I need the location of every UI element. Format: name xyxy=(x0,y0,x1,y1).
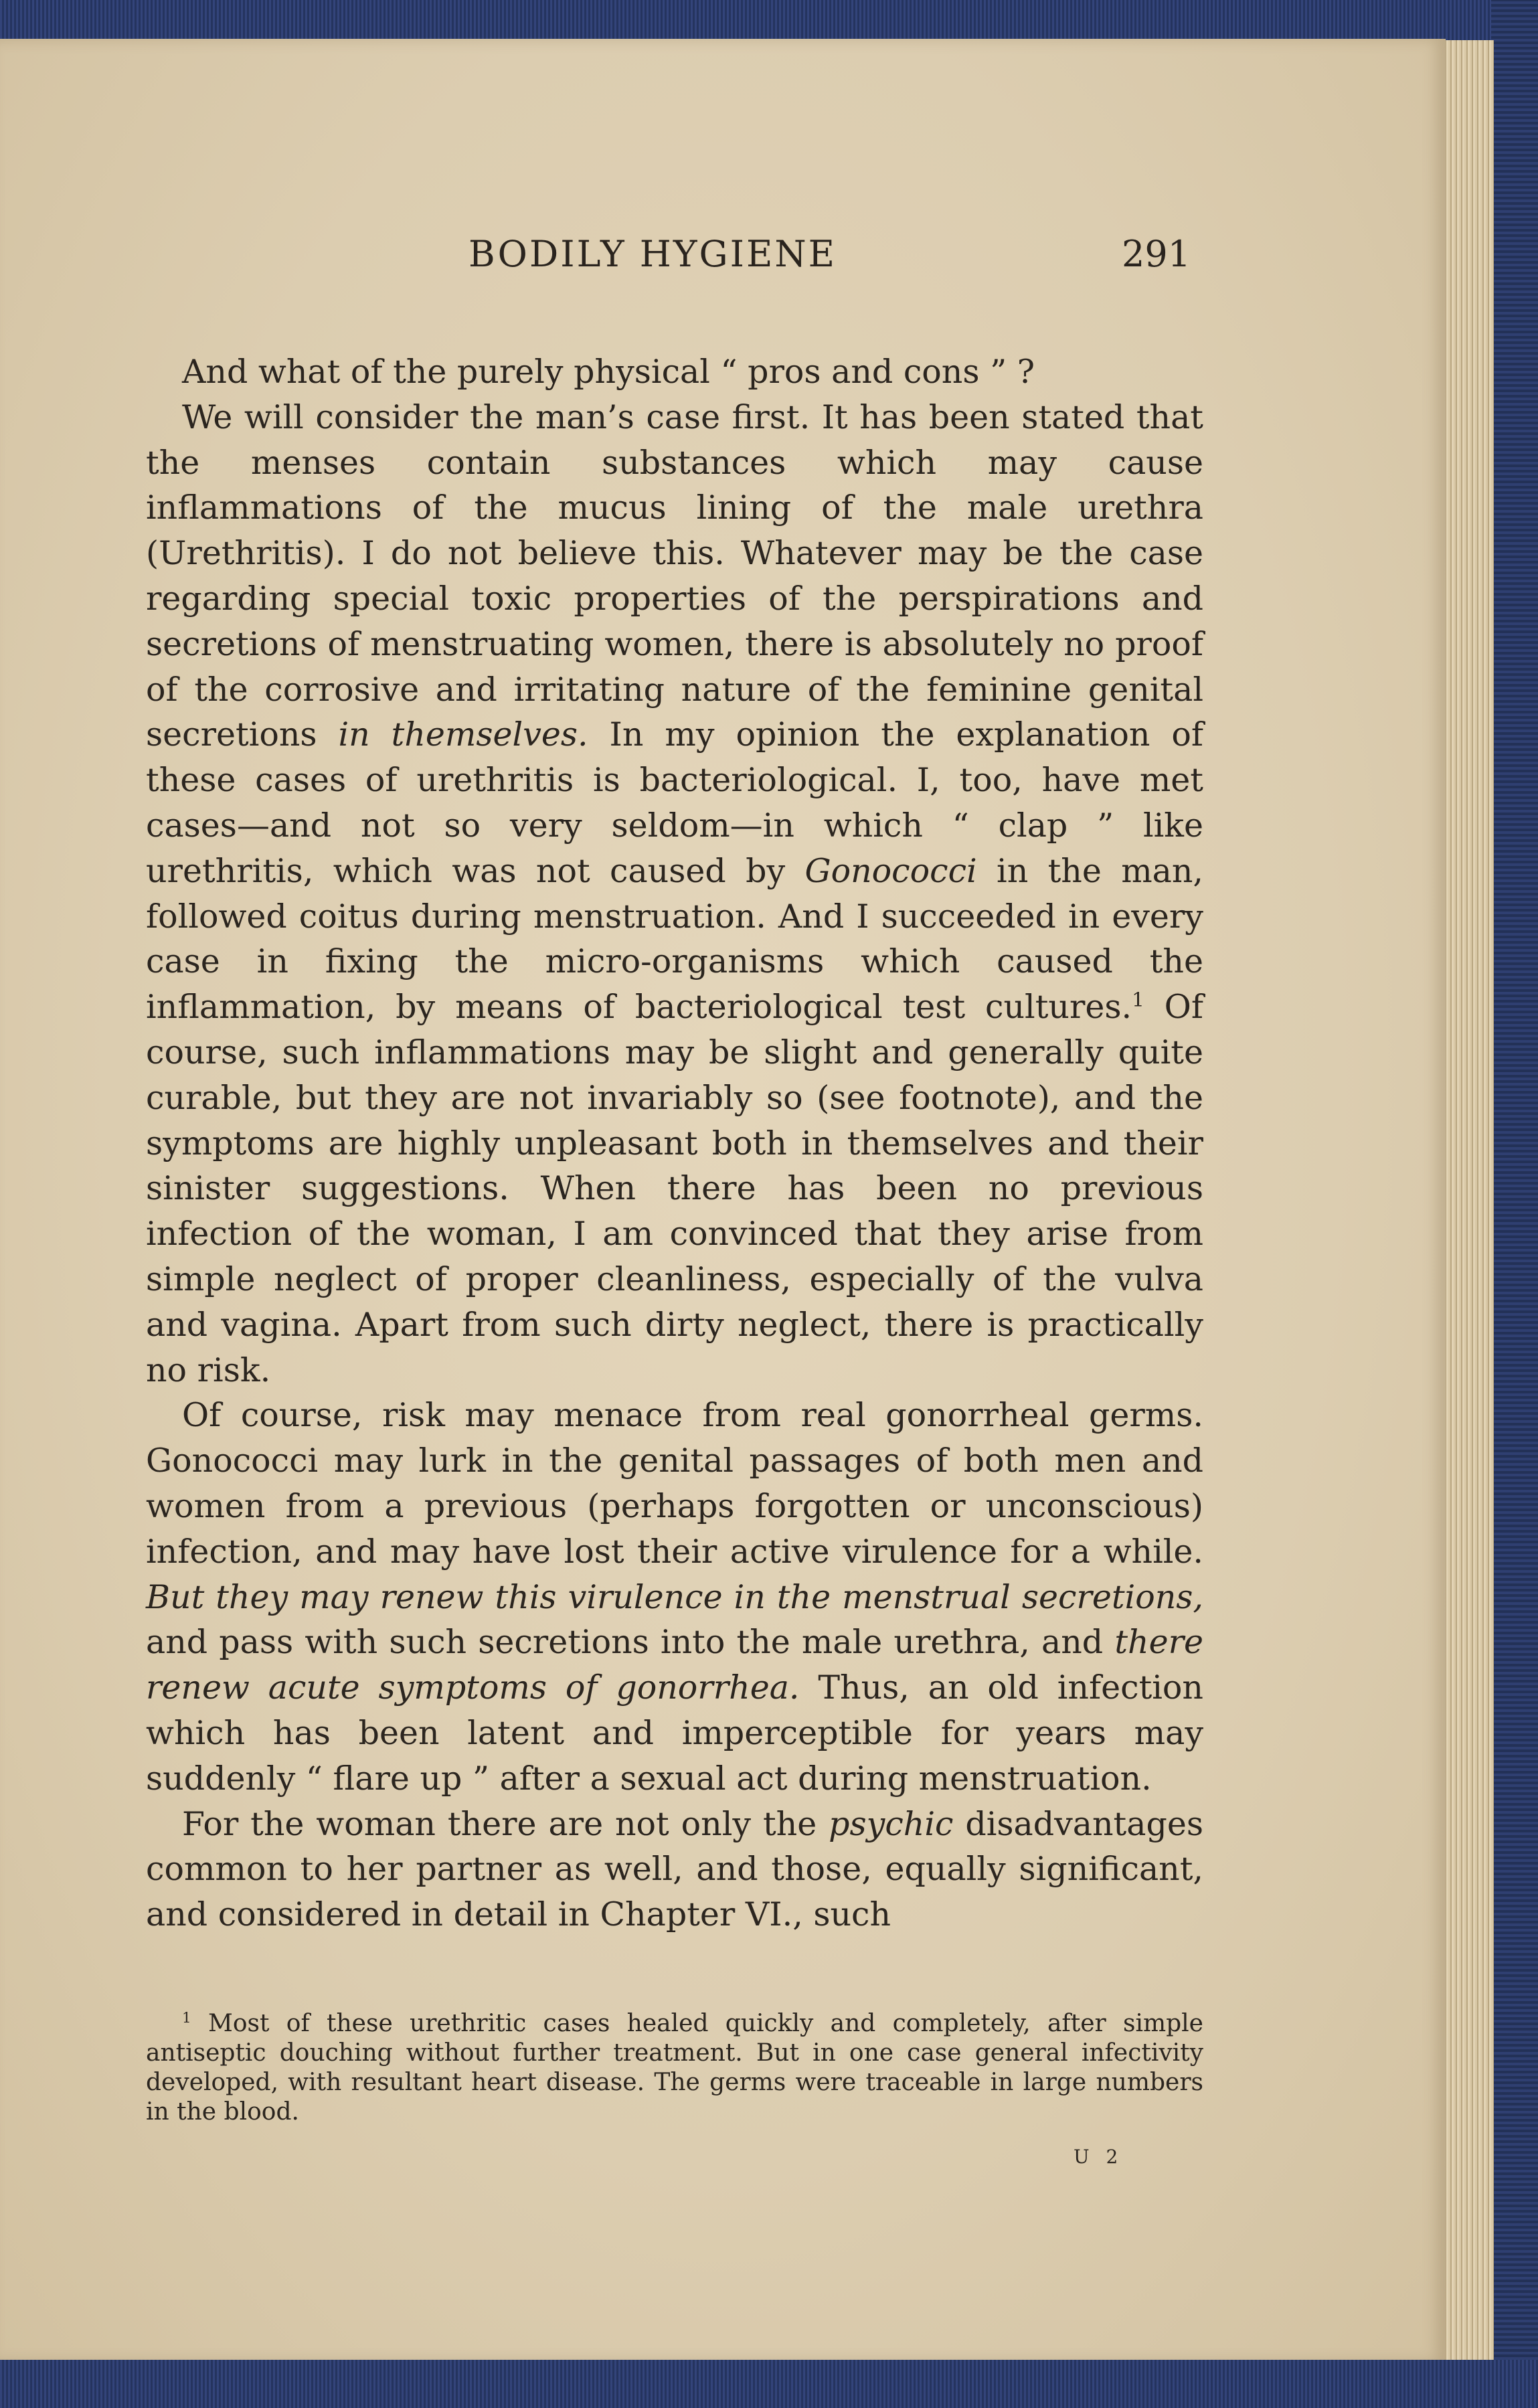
text-run: And what of the purely physical “ pros and cons ” ? xyxy=(182,353,1035,391)
footnotes xyxy=(146,2009,1203,2127)
text-run: disadvantages common to her partner as well, and those, equally significant, and considered in detail in Chapter VI., such xyxy=(146,1804,1203,1934)
body-text xyxy=(146,349,1203,1938)
book-cover-right-edge xyxy=(1491,0,1538,2408)
running-head xyxy=(0,233,1446,286)
text-run: For the woman there are not only the xyxy=(182,1804,829,1843)
text-run: We will consider the man’s case first. It has been stated that the menses contain substances which may cause inflammations of the mucus lining of the male urethra (Urethritis). I do not believe this. Whatever may be the case regarding special toxic properties of the perspirations and secretions of menstruating women, there is absolutely no proof of the corrosive and irritating nature of the feminine genital secretions xyxy=(146,398,1203,754)
italic-text: Gonococci xyxy=(804,851,977,890)
text-run: Of course, risk may menace from real gonorrheal germs. Gonococci may lurk in the genital passages of both men and women from a previous (perhaps forgotten or unconscious) infection, and may have lost their active virulence for a while. xyxy=(146,1396,1203,1571)
italic-text: there renew acute symptoms of gonorrhea. xyxy=(146,1623,1203,1707)
paragraph xyxy=(146,349,1203,395)
text-run: and pass with such secretions into the male urethra, and xyxy=(146,1623,1115,1662)
italic-text: psychic xyxy=(829,1804,954,1843)
footnote-reference: 1 xyxy=(1132,988,1144,1011)
book-cover-bottom-edge xyxy=(0,2360,1538,2408)
paragraph xyxy=(146,395,1203,1393)
footnote xyxy=(146,2009,1203,2127)
page-number: 291 xyxy=(1122,233,1191,275)
running-head-title: BODILY HYGIENE xyxy=(468,233,837,275)
signature-mark: U 2 xyxy=(1074,2146,1124,2168)
paragraph xyxy=(146,1802,1203,1938)
text-run: in the man, followed coitus during menstruation. And I succeeded in every case in fixing the micro-organisms which caused the inflammation, by means of bacteriological test cultures. xyxy=(146,851,1204,1027)
italic-text: But they may renew this virulence in the menstrual secretions, xyxy=(146,1577,1203,1616)
footnote-marker: 1 xyxy=(182,2010,191,2027)
text-run: In my opinion the explanation of these cases of urethritis is bacteriological. I, too, have met cases—and not so very seldom—in which “ clap ” like urethritis, which was not caused by xyxy=(146,715,1204,890)
paragraph xyxy=(146,1393,1203,1801)
text-run: Thus, an old infection which has been latent and imperceptible for years may suddenly “ flare up ” after a sexual act during menstruation. xyxy=(146,1668,1203,1798)
footnote-text: Most of these urethritic cases healed quickly and completely, after simple antiseptic douching without further treatment. But in one case general infectivity developed, with resultant heart disease. The germs were traceable in large numbers in the blood. xyxy=(146,2010,1203,2126)
book-page xyxy=(0,39,1446,2362)
italic-text: in themselves. xyxy=(338,715,588,754)
text-run: Of course, such inflammations may be slight and generally quite curable, but they are not invariably so (see footnote), and the symptoms are highly unpleasant both in themselves and their sinister suggestions. When there has been no previous infection of the woman, I am convinced that they arise from simple neglect of proper cleanliness, especially of the vulva and vagina. Apart from such dirty neglect, there is practically no risk. xyxy=(146,988,1203,1389)
